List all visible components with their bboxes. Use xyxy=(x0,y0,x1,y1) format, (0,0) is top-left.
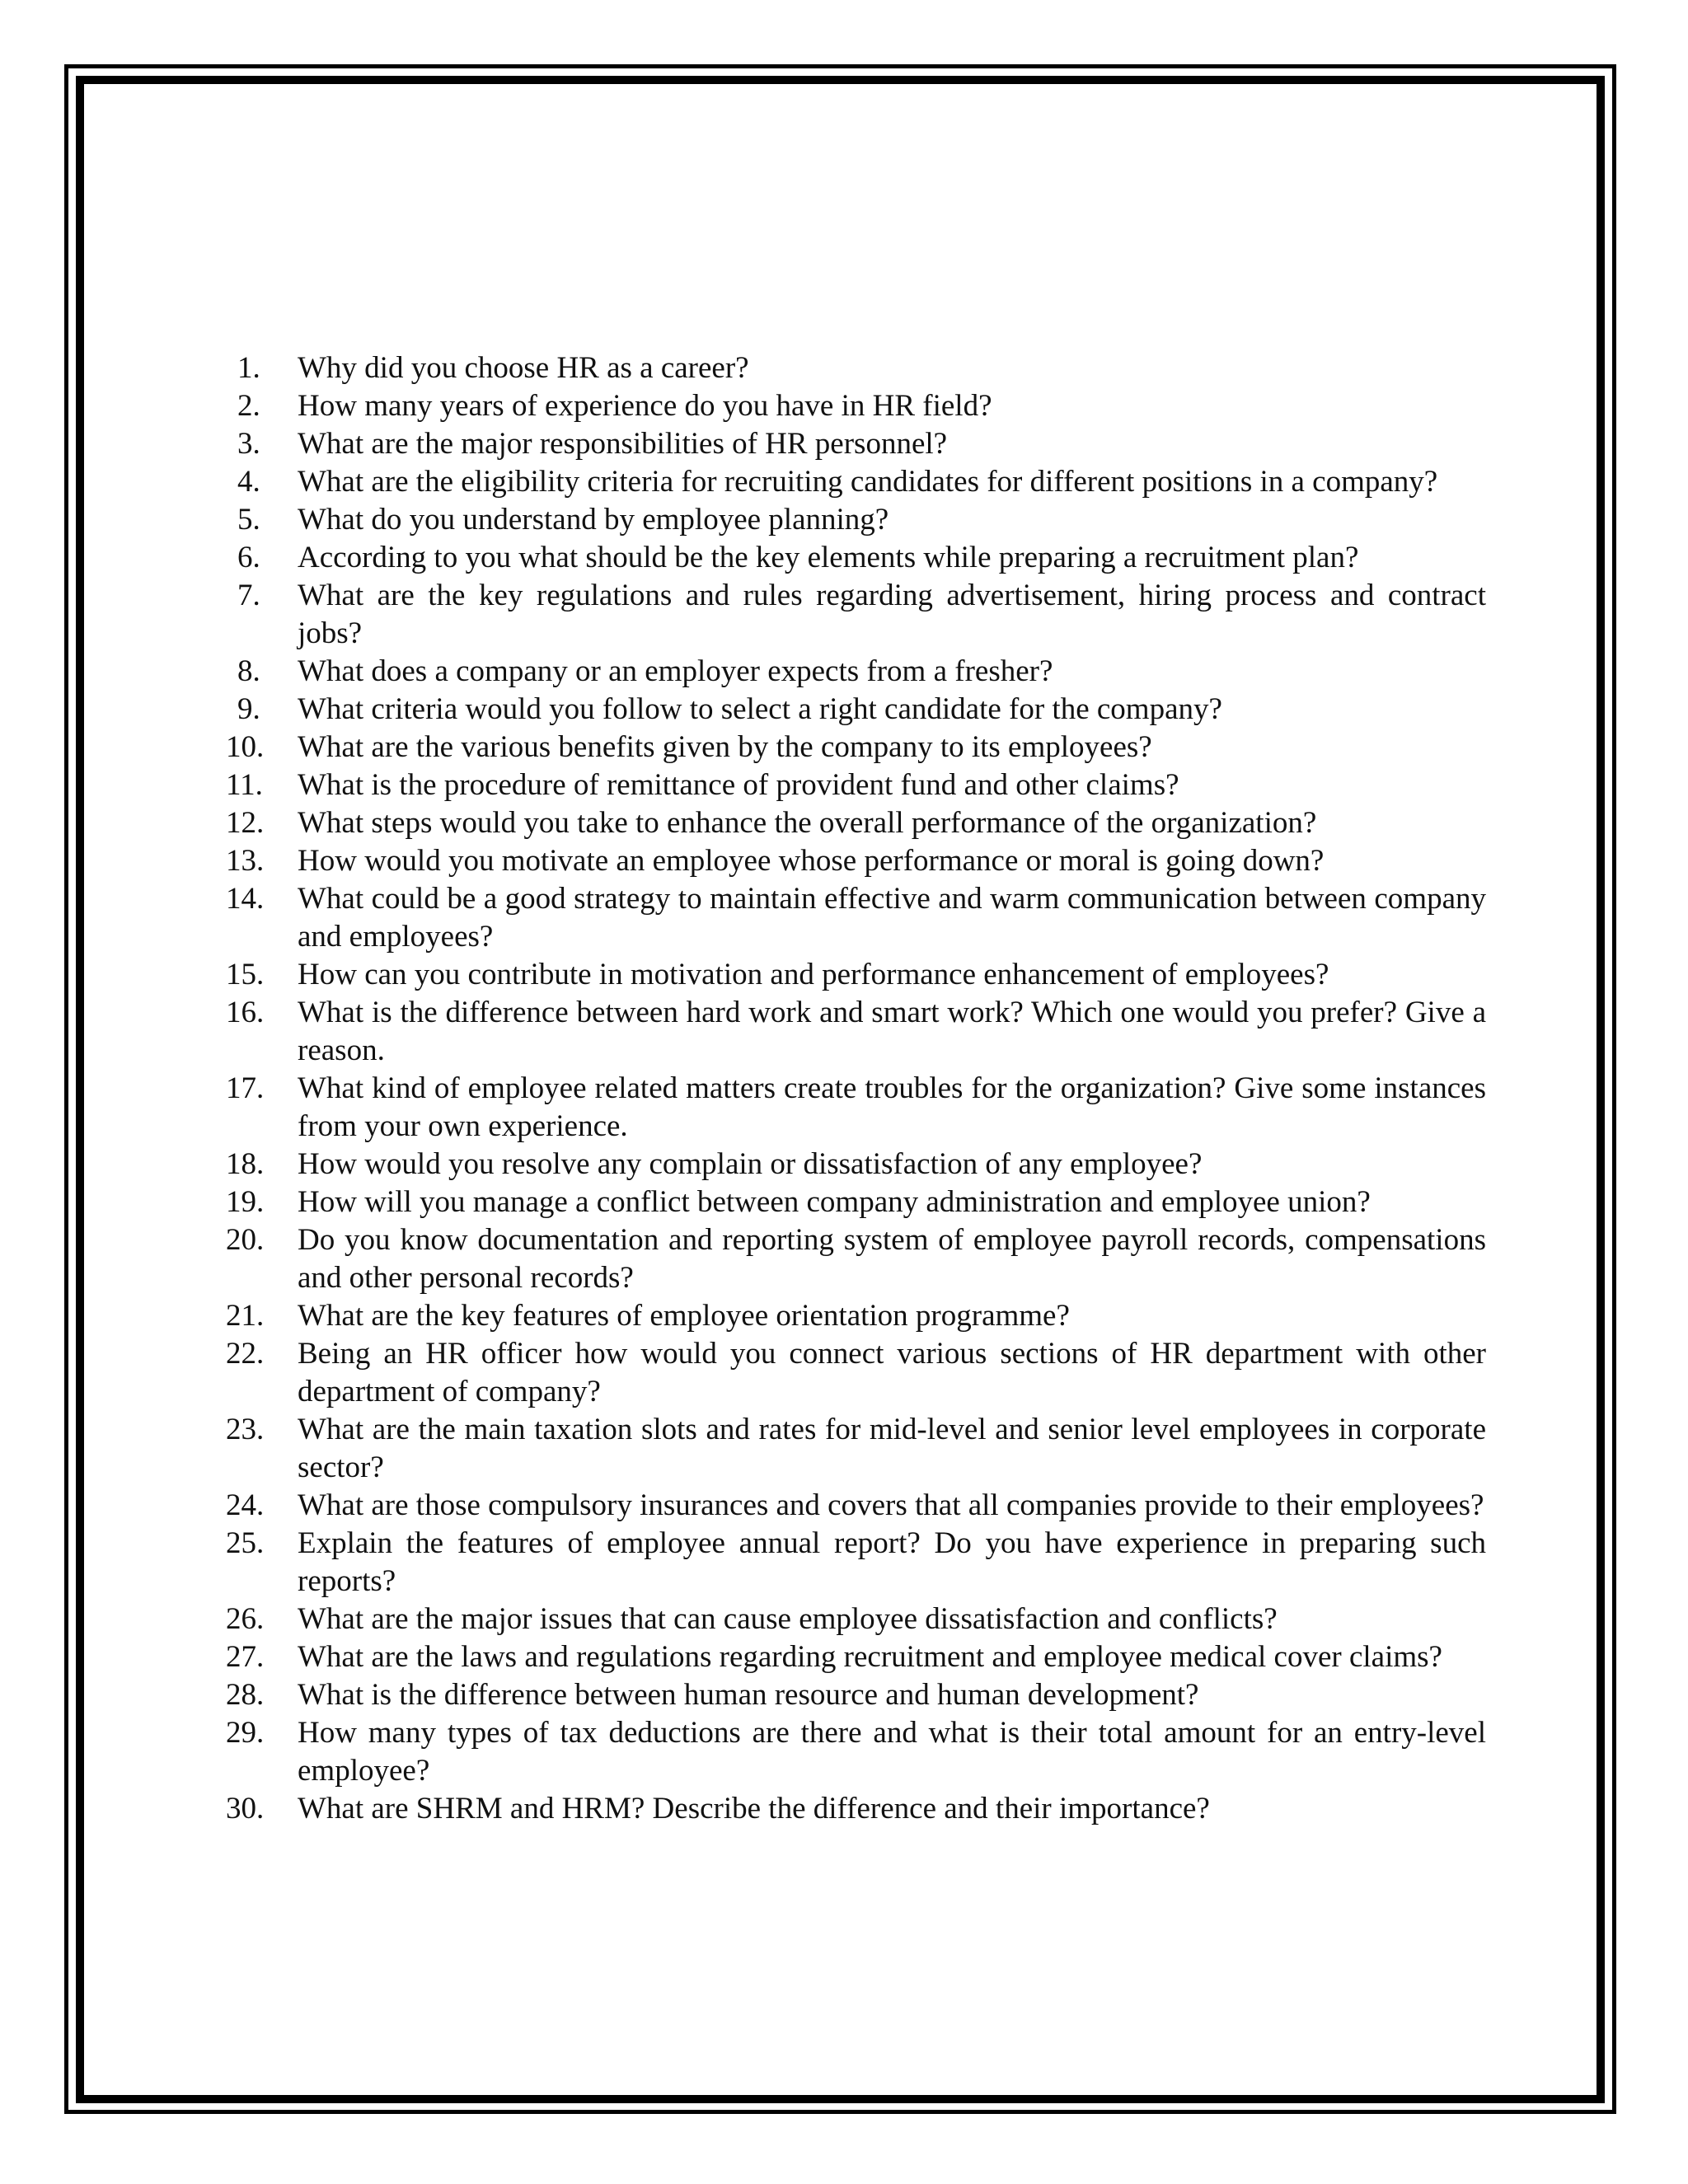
question-item xyxy=(237,539,1486,577)
question-text: How would you resolve any complain or dissatisfaction of any employee? xyxy=(298,1147,1203,1181)
question-text: Explain the features of employee annual report? Do you have experience in preparing such reports? xyxy=(298,1526,1486,1598)
question-list xyxy=(226,349,1486,1828)
question-text: How many years of experience do you have in HR field? xyxy=(298,389,992,423)
question-text: What does a company or an employer expects from a fresher? xyxy=(298,654,1053,688)
question-text: What is the procedure of remittance of provident fund and other claims? xyxy=(298,768,1179,802)
question-number: 4. xyxy=(237,465,260,499)
question-number: 30. xyxy=(226,1792,265,1825)
question-item xyxy=(226,1714,1486,1790)
question-number: 1. xyxy=(237,351,260,385)
question-item xyxy=(226,804,1486,842)
question-text: What are the main taxation slots and rates for mid-level and senior level employees in corporate sector? xyxy=(298,1413,1486,1484)
question-item xyxy=(226,766,1486,804)
question-item xyxy=(237,691,1486,729)
question-item xyxy=(226,994,1486,1070)
question-item xyxy=(237,349,1486,387)
question-number: 10. xyxy=(226,730,265,764)
question-item xyxy=(237,577,1486,653)
question-text: What are SHRM and HRM? Describe the difference and their importance? xyxy=(298,1792,1210,1825)
question-text: How can you contribute in motivation and performance enhancement of employees? xyxy=(298,958,1329,991)
question-item xyxy=(226,1638,1486,1676)
question-number: 23. xyxy=(226,1413,265,1446)
question-number: 9. xyxy=(237,692,260,726)
question-number: 28. xyxy=(226,1678,265,1712)
question-item xyxy=(226,1411,1486,1487)
question-number: 11. xyxy=(226,768,263,802)
question-item xyxy=(226,1221,1486,1297)
question-number: 15. xyxy=(226,958,265,991)
question-number: 18. xyxy=(226,1147,265,1181)
question-item xyxy=(226,1790,1486,1828)
question-item xyxy=(226,1070,1486,1146)
question-text: What kind of employee related matters create troubles for the organization? Give some instances from your own experience. xyxy=(298,1071,1486,1143)
question-number: 7. xyxy=(237,579,260,612)
question-number: 21. xyxy=(226,1299,265,1333)
question-number: 13. xyxy=(226,844,265,878)
question-item xyxy=(237,425,1486,463)
question-text: What is the difference between hard work and smart work? Which one would you prefer? Give a reason. xyxy=(298,996,1486,1067)
question-number: 16. xyxy=(226,996,265,1029)
question-text: What are the major responsibilities of HR personnel? xyxy=(298,427,948,461)
question-text: What could be a good strategy to maintain effective and warm communication between company and employees? xyxy=(298,882,1486,954)
question-number: 5. xyxy=(237,503,260,537)
question-number: 26. xyxy=(226,1602,265,1636)
question-text: What are the various benefits given by the company to its employees? xyxy=(298,730,1152,764)
question-text: What are those compulsory insurances and covers that all companies provide to their employees? xyxy=(298,1488,1484,1522)
question-number: 14. xyxy=(226,882,265,916)
question-item xyxy=(226,1525,1486,1601)
question-item xyxy=(226,1335,1486,1411)
question-item xyxy=(226,880,1486,956)
question-text: What do you understand by employee planning? xyxy=(298,503,889,537)
question-text: What are the key features of employee orientation programme? xyxy=(298,1299,1070,1333)
question-item xyxy=(226,1601,1486,1638)
question-number: 8. xyxy=(237,654,260,688)
question-number: 3. xyxy=(237,427,260,461)
question-number: 27. xyxy=(226,1640,265,1674)
question-number: 2. xyxy=(237,389,260,423)
question-item xyxy=(226,1676,1486,1714)
question-number: 25. xyxy=(226,1526,265,1560)
question-item xyxy=(226,956,1486,994)
question-item xyxy=(237,387,1486,425)
question-item xyxy=(237,653,1486,691)
question-number: 20. xyxy=(226,1223,265,1257)
question-text: What criteria would you follow to select a right candidate for the company? xyxy=(298,692,1222,726)
question-number: 29. xyxy=(226,1716,265,1750)
question-number: 22. xyxy=(226,1337,265,1371)
question-item xyxy=(226,1487,1486,1525)
question-item xyxy=(226,729,1486,766)
question-text: What are the major issues that can cause employee dissatisfaction and conflicts? xyxy=(298,1602,1278,1636)
question-text: What steps would you take to enhance the overall performance of the organization? xyxy=(298,806,1317,840)
question-text: How many types of tax deductions are there and what is their total amount for an entry-level employee? xyxy=(298,1716,1486,1788)
question-item xyxy=(226,1297,1486,1335)
question-text: What are the eligibility criteria for recruiting candidates for different positions in a company? xyxy=(298,465,1438,499)
question-item xyxy=(226,842,1486,880)
question-item xyxy=(237,463,1486,501)
question-item xyxy=(226,1183,1486,1221)
question-number: 17. xyxy=(226,1071,265,1105)
question-number: 6. xyxy=(237,541,260,574)
question-item xyxy=(226,1146,1486,1183)
question-number: 12. xyxy=(226,806,265,840)
question-text: Why did you choose HR as a career? xyxy=(298,351,749,385)
question-text: What are the laws and regulations regarding recruitment and employee medical cover claims? xyxy=(298,1640,1442,1674)
question-item xyxy=(237,501,1486,539)
question-text: What is the difference between human resource and human development? xyxy=(298,1678,1199,1712)
question-text: Do you know documentation and reporting system of employee payroll records, compensations and other personal records? xyxy=(298,1223,1486,1295)
question-number: 19. xyxy=(226,1185,265,1219)
question-text: How will you manage a conflict between company administration and employee union? xyxy=(298,1185,1371,1219)
question-text: What are the key regulations and rules regarding advertisement, hiring process and contract jobs? xyxy=(298,579,1486,650)
question-text: How would you motivate an employee whose performance or moral is going down? xyxy=(298,844,1325,878)
question-text: Being an HR officer how would you connect various sections of HR department with other department of company? xyxy=(298,1337,1486,1408)
question-text: According to you what should be the key elements while preparing a recruitment plan? xyxy=(298,541,1359,574)
question-number: 24. xyxy=(226,1488,265,1522)
